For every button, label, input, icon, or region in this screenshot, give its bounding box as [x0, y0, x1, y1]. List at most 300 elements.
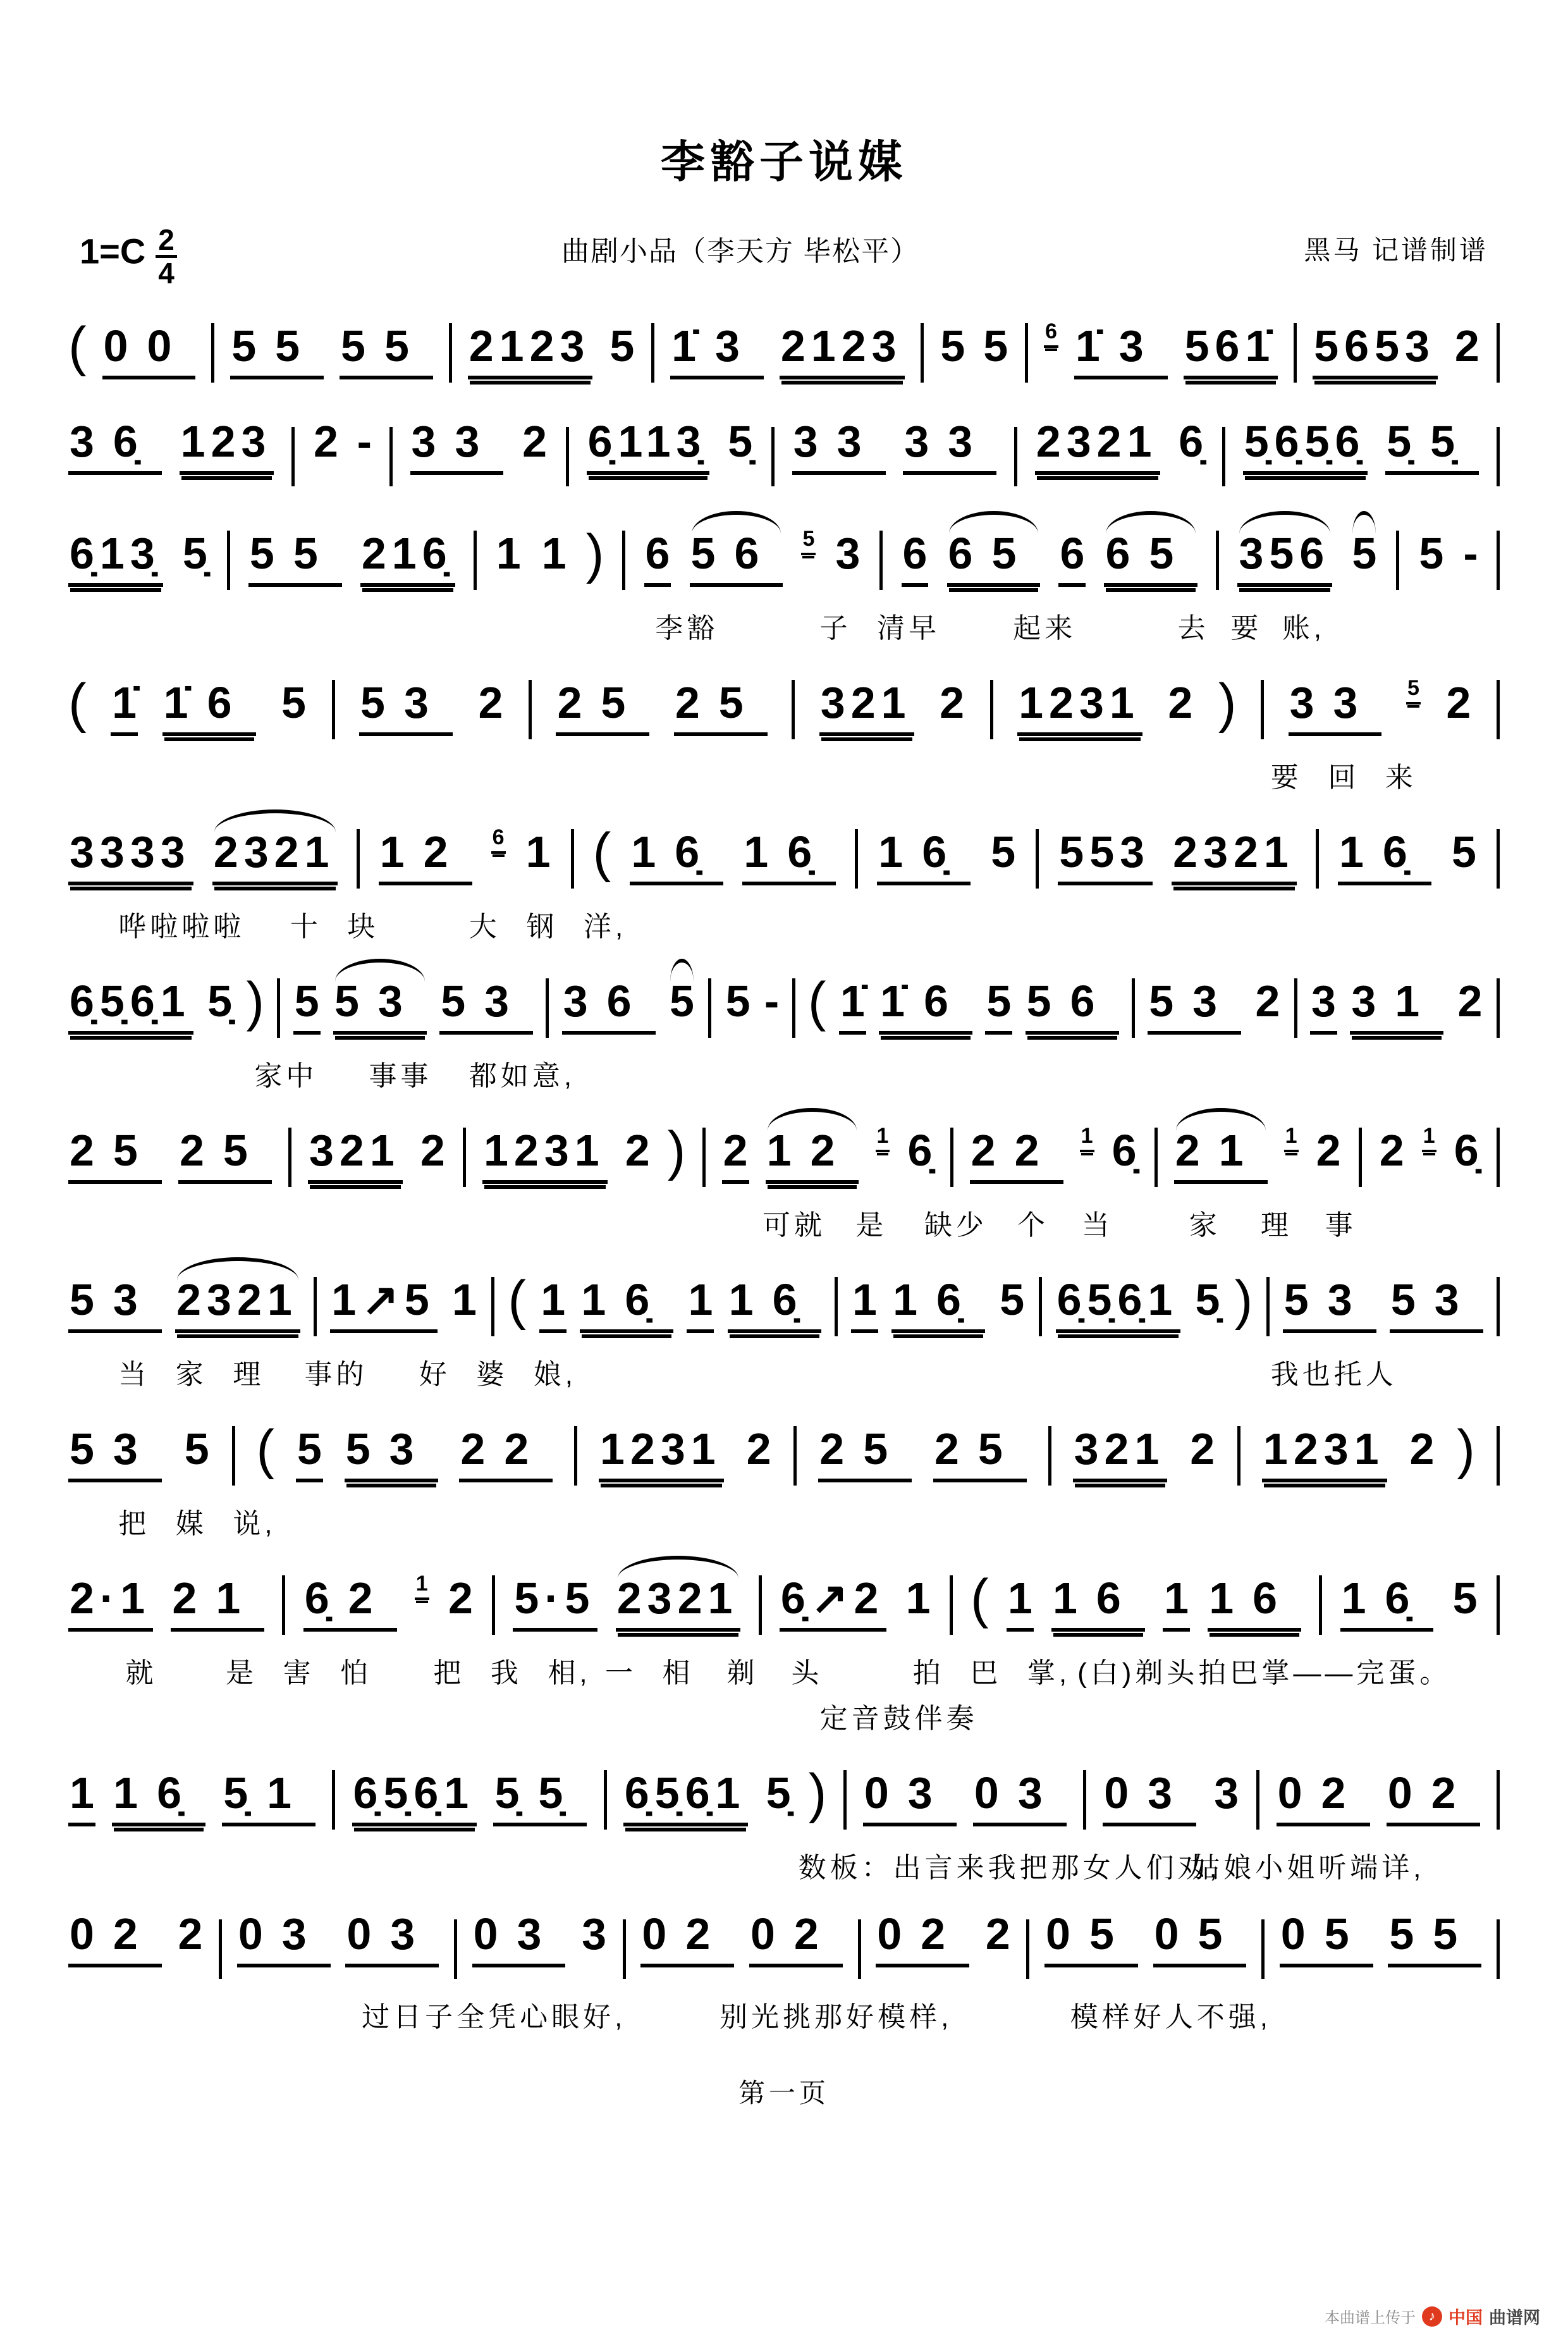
lyric-segment: 李豁 [655, 612, 719, 644]
music-line [68, 1419, 1500, 1493]
note-token: 6̣ [1179, 416, 1204, 466]
note-token: 16̣ [742, 830, 836, 885]
grace-note: 5 [1406, 677, 1421, 705]
note-token: 1 [687, 1277, 714, 1333]
barline [858, 1919, 861, 1979]
barline [702, 1128, 706, 1187]
note-token: 6̣2 [303, 1576, 397, 1632]
note-token: 356 [1237, 531, 1332, 587]
note-token: 1 [496, 528, 521, 578]
note-token: 6̣5̣6̣1 [1056, 1277, 1181, 1333]
dash-note: - [1463, 528, 1478, 578]
lyric-segment: 清早 [877, 612, 941, 644]
note-token: 2 [478, 677, 503, 727]
lyric-segment: 家中 [254, 1060, 318, 1092]
note-token: 5 [1000, 1274, 1025, 1324]
lyric-line [68, 1202, 1500, 1240]
grace-note: 1 [415, 1573, 429, 1600]
barline [990, 680, 993, 739]
note-token: 1̇6 [879, 979, 972, 1035]
note-token: 6̣5̣6̣1 [623, 1771, 749, 1826]
note-token: 2 [1190, 1424, 1215, 1474]
music-system [68, 822, 1500, 942]
lyric-segment: 去 [1177, 612, 1210, 644]
barline [1048, 1426, 1051, 1486]
note-token: 55 [248, 531, 342, 587]
barline [622, 531, 625, 590]
note-token: 321 [1073, 1427, 1168, 1482]
barline [793, 1426, 797, 1486]
close-paren: ) [1457, 1419, 1475, 1480]
barline [1497, 1770, 1500, 1830]
transcriber-credit: 黑马 记谱制谱 [1304, 235, 1488, 265]
barline [1497, 1128, 1500, 1187]
note-token: 2123 [468, 324, 593, 379]
lyric-segment: 媒 [175, 1508, 207, 1539]
note-token: 2 [1168, 677, 1193, 727]
note-token: 6 [902, 531, 929, 587]
barline [288, 1128, 291, 1187]
lyric-segment: 块 [347, 911, 379, 942]
barline [1497, 1575, 1500, 1635]
barline [950, 1575, 953, 1635]
note-token: 6̣5̣6̣1 [68, 979, 193, 1035]
barline [1025, 323, 1028, 383]
note-token: 53 [1390, 1277, 1483, 1333]
music-system [68, 971, 1500, 1091]
note-token: 02 [640, 1912, 734, 1967]
note-token: 1 [541, 528, 567, 578]
site-name-rest: 曲谱网 [1489, 2308, 1540, 2327]
note-token: 16̣ [580, 1277, 673, 1333]
note-token: 3333 [68, 830, 193, 885]
lyric-segment: 理 [233, 1358, 265, 1390]
lyric-line [68, 1501, 1500, 1539]
note-token: 03 [237, 1912, 331, 1967]
meter-numerator: 2 [156, 225, 177, 258]
lyric-segment: 把 [433, 1657, 465, 1689]
barline [529, 680, 532, 739]
lyric-segment: 要 [1270, 761, 1302, 793]
note-token: 6̣↗2 [780, 1576, 887, 1632]
barline [835, 1277, 838, 1336]
note-token: 2 [420, 1125, 445, 1175]
note-token: 16 [1051, 1576, 1145, 1632]
open-paren: ( [970, 1568, 989, 1629]
note-token: 1 [525, 827, 551, 877]
key-signature [80, 222, 177, 290]
note-token: 2 [1454, 321, 1479, 371]
note-token: 2321 [1172, 830, 1297, 885]
note-token: 03 [472, 1912, 566, 1967]
note-token: 2321 [212, 830, 338, 885]
note-token: 16̣ [1338, 830, 1431, 885]
barline [546, 978, 549, 1038]
barline [1222, 427, 1225, 486]
note-token: 5 [1351, 531, 1378, 583]
note-token: 2 [746, 1424, 771, 1474]
note-token: 33 [903, 419, 996, 475]
note-token: 36 [562, 979, 656, 1035]
barline [950, 1128, 953, 1187]
note-token: 1 [1007, 1576, 1034, 1632]
grace-note: 6 [1044, 321, 1058, 348]
barline [1396, 531, 1399, 590]
barline [1155, 1128, 1158, 1187]
lyric-segment: 家 [1189, 1209, 1221, 1241]
lyric-line [68, 1845, 1500, 1883]
music-line [68, 523, 1500, 598]
music-line [68, 1763, 1500, 1837]
lyric-segment: 可就 [763, 1209, 826, 1241]
barline [492, 1575, 495, 1635]
lyric-segment: 缺少 [924, 1209, 988, 1241]
barline [574, 1426, 577, 1486]
note-token: 55 [1388, 1912, 1481, 1967]
note-token: 2 [1446, 677, 1471, 727]
note-token: 16̣ [1340, 1576, 1434, 1632]
lyric-segment: 当 [1081, 1209, 1113, 1241]
note-token: 5 [293, 979, 321, 1035]
lyric-segment: 怕 [340, 1657, 372, 1689]
note-token: 22 [459, 1427, 553, 1482]
music-line [68, 971, 1500, 1045]
watermark-bar [1325, 2304, 1540, 2329]
barline [1216, 531, 1219, 590]
note-token: 216̣ [360, 531, 455, 587]
note-token: 02 [1277, 1771, 1370, 1826]
lyric-segment: 回 [1328, 761, 1360, 793]
meter-denominator: 4 [158, 257, 175, 290]
barline [332, 1770, 335, 1830]
note-token: 2 [1379, 1125, 1404, 1175]
note-token: 2321 [616, 1576, 741, 1632]
barline [1261, 680, 1264, 739]
note-token: 53 [359, 680, 453, 736]
lyric-segment: 剃 [726, 1657, 759, 1689]
barline [227, 531, 230, 590]
note-token: 5̣ [766, 1768, 791, 1818]
page-title: 李豁子说媒 [661, 137, 907, 187]
note-token: 5̣6̣5̣6̣ [1243, 419, 1368, 475]
music-line [68, 672, 1500, 747]
lyric-segment: 娘, [533, 1358, 577, 1390]
lyric-segment: (白)剃头拍巴掌——完蛋。 [1077, 1657, 1452, 1689]
grace-note: 1 [1422, 1125, 1436, 1152]
note-token: 5 [985, 979, 1012, 1035]
note-token: 16̣ [891, 1277, 985, 1333]
note-token: 02 [749, 1912, 843, 1967]
lyric-segment: 事事 [369, 1060, 432, 1092]
note-token: 1̇3 [670, 324, 764, 379]
barline [1237, 1426, 1240, 1486]
barline [1039, 1277, 1042, 1336]
note-token: 53 [439, 979, 533, 1035]
note-token: 3 [1310, 979, 1337, 1035]
note-token: 03 [345, 1912, 439, 1967]
barline [454, 1919, 457, 1979]
note-token: 12 [766, 1128, 859, 1184]
music-systems [68, 316, 1500, 2032]
lyric-segment: 相 [662, 1657, 694, 1689]
barline [449, 323, 452, 383]
lyric-line [68, 1650, 1500, 1688]
barline [1132, 978, 1135, 1038]
note-token: 2 [448, 1573, 473, 1623]
note-token: 16 [1208, 1576, 1301, 1632]
lyric-segment: 家 [175, 1358, 207, 1390]
lyric-segment: 一 [605, 1657, 637, 1689]
barline [1497, 323, 1500, 383]
note-token: 16̣ [877, 830, 971, 885]
note-token: 1̇3 [1074, 324, 1168, 379]
barline [1497, 1919, 1500, 1979]
lyric-segment: 钢 [526, 911, 558, 942]
note-token: 1231 [1262, 1427, 1387, 1482]
note-token: 1231 [482, 1128, 608, 1184]
lyric-line [68, 1351, 1500, 1389]
note-token: 1 [905, 1573, 931, 1623]
open-paren: ( [256, 1419, 275, 1480]
barline [1319, 1575, 1322, 1635]
note-token: 5 [184, 1424, 209, 1474]
close-paren: ) [585, 523, 604, 584]
lyric-segment: 事的 [304, 1358, 368, 1390]
barline [332, 680, 335, 739]
barline [1266, 1277, 1270, 1336]
lyric-segment: 数板：出言来我把那女人们劝, [798, 1852, 1221, 1883]
note-token: 16̣ [728, 1277, 821, 1333]
note-token: 1̇6 [162, 680, 256, 736]
barline [1256, 1770, 1259, 1830]
page-number: 第一页 [738, 2077, 830, 2108]
lyric-segment: 大 [469, 911, 501, 942]
lyric-segment: 来 [1385, 761, 1417, 793]
note-token: 321 [308, 1128, 403, 1184]
lyric-segment: 哗啦啦啦 [118, 911, 245, 942]
note-token: 3 [582, 1909, 607, 1959]
barline [1316, 829, 1319, 889]
music-system [68, 672, 1500, 792]
note-token: 5 [991, 827, 1016, 877]
barline [792, 680, 795, 739]
lyric-segment: 就 [125, 1657, 157, 1689]
barline [1359, 1128, 1362, 1187]
barline [1497, 680, 1500, 739]
music-system [68, 1568, 1500, 1733]
barline [314, 1277, 317, 1336]
note-token: 33 [792, 419, 886, 475]
barline [1497, 427, 1500, 486]
note-token: 25 [818, 1427, 912, 1482]
open-paren: ( [592, 822, 611, 883]
lyric-segment: 当 [118, 1358, 150, 1390]
grace-note: 1 [876, 1125, 890, 1152]
note-token: 53 [333, 979, 427, 1035]
site-logo-icon: ♪ [1422, 2306, 1442, 2327]
barline [219, 1919, 222, 1979]
barline [921, 323, 924, 383]
note-token: 2123 [780, 324, 905, 379]
close-paren: ) [1218, 672, 1237, 734]
note-token: 02 [1387, 1771, 1480, 1826]
note-token: 2 [178, 1909, 203, 1959]
barline [759, 1575, 762, 1635]
note-token: 5̣5̣ [493, 1771, 587, 1826]
lyric-segment: 个 [1017, 1209, 1050, 1241]
barline [1026, 1919, 1029, 1979]
barline [651, 323, 654, 383]
barline [1294, 978, 1297, 1038]
note-token: 2·1 [68, 1576, 153, 1632]
note-token: 2 [1409, 1424, 1435, 1474]
grace-note: 1 [1080, 1125, 1094, 1152]
note-token: 5·5 [513, 1576, 597, 1632]
music-system [68, 416, 1500, 494]
lyric-segment: 要 [1230, 612, 1263, 644]
music-line [68, 822, 1500, 896]
note-token: 2321 [175, 1277, 300, 1333]
note-token: 02 [68, 1912, 162, 1967]
lyric-segment: 我 [490, 1657, 522, 1689]
open-paren: ( [68, 672, 87, 734]
note-token: 553 [1058, 830, 1153, 885]
barline [211, 323, 214, 383]
lyric-segment: 我也托人 [1270, 1358, 1397, 1390]
note-token: 56 [1026, 979, 1119, 1035]
note-token: 53 [1283, 1277, 1376, 1333]
lyric-line [68, 754, 1500, 792]
note-token: 25 [933, 1427, 1027, 1482]
lyric-segment: 事 [1325, 1209, 1357, 1241]
grace-note: 1 [1284, 1125, 1299, 1152]
lyric-segment: 害 [283, 1657, 315, 1689]
score-header [68, 222, 1500, 290]
open-paren: ( [68, 316, 87, 377]
note-token: 5653 [1313, 324, 1438, 379]
lyric-segment: 定音鼓伴奏 [819, 1702, 978, 1734]
barline [1497, 1277, 1500, 1336]
note-token: 65 [947, 531, 1041, 587]
music-system [68, 1419, 1500, 1539]
note-token: 6̣ [1112, 1125, 1137, 1175]
barline [571, 829, 574, 889]
lyric-segment: 过日子全凭心眼好, [362, 2001, 627, 2033]
note-token: 2 [1316, 1125, 1341, 1175]
barline [566, 427, 569, 486]
note-token: 05 [1280, 1912, 1373, 1967]
note-token: 2 [722, 1128, 749, 1184]
note-token: 55 [340, 324, 433, 379]
note-token: 05 [1153, 1912, 1247, 1967]
barline [1497, 829, 1500, 889]
note-token: 5̣5̣ [1385, 419, 1479, 475]
lyric-line [68, 605, 1500, 643]
note-token: 2321 [1035, 419, 1160, 475]
note-token: 6 [1058, 531, 1086, 587]
barline [604, 1770, 607, 1830]
music-line [68, 1568, 1500, 1642]
lyric-segment: 洋, [584, 911, 627, 942]
note-token: 03 [973, 1771, 1067, 1826]
lyric-line [68, 1994, 1500, 2032]
note-token: 1 [68, 1771, 95, 1826]
barline [1261, 1919, 1265, 1979]
note-token: 31 [1350, 979, 1443, 1035]
note-token: 56 [690, 531, 783, 587]
score-sheet [0, 126, 1568, 2110]
note-token: 2 [1457, 976, 1483, 1026]
note-token: 1231 [599, 1427, 724, 1482]
barline [491, 1277, 494, 1336]
note-token: 5̣1 [222, 1771, 315, 1826]
music-system [68, 1120, 1500, 1240]
lyric-segment: 账, [1282, 612, 1326, 644]
barline [474, 531, 477, 590]
note-token: 25 [68, 1128, 162, 1184]
note-token: 6̣ [907, 1125, 933, 1175]
close-paren: ) [1234, 1269, 1253, 1331]
note-token: 36̣ [68, 419, 162, 475]
note-token: 2 [522, 416, 548, 466]
note-token: 123 [180, 419, 274, 475]
note-token: 53 [1148, 979, 1241, 1035]
music-system [68, 1909, 1500, 2033]
barline [1497, 978, 1500, 1038]
lyric-segment: 十 [290, 911, 322, 942]
note-token: 2 [940, 677, 965, 727]
note-token: 21 [171, 1576, 264, 1632]
note-token: 1̇ [111, 680, 138, 736]
lyric-segment: 模样好人不强, [1070, 2001, 1272, 2033]
lyric-segment: 婆 [476, 1358, 508, 1390]
music-line [68, 1269, 1500, 1344]
grace-note: 5 [801, 528, 816, 555]
barline [623, 1919, 626, 1979]
note-token: 2 [1255, 976, 1280, 1026]
barline [771, 427, 775, 486]
close-paren: ) [808, 1763, 827, 1824]
note-token: 25 [556, 680, 649, 736]
note-token: 2 [313, 416, 338, 466]
note-token: 53 [68, 1277, 162, 1333]
barline [855, 829, 858, 889]
barline [1083, 1770, 1086, 1830]
note-token: 2 [625, 1125, 650, 1175]
grace-note: 6 [491, 827, 506, 854]
music-system [68, 1763, 1500, 1883]
dash-note: - [357, 416, 372, 466]
barline [1014, 427, 1017, 486]
note-token: 16̣ [630, 830, 723, 885]
note-token: 6̣5̣6̣1 [352, 1771, 477, 1826]
barline [463, 1128, 466, 1187]
barline [1497, 1426, 1500, 1486]
note-token: 5̣ [1195, 1274, 1220, 1324]
music-line [68, 1909, 1500, 1986]
barline [792, 978, 795, 1038]
open-paren: ( [508, 1269, 527, 1331]
note-token: 1 [452, 1274, 477, 1324]
note-token: 03 [1103, 1771, 1196, 1826]
note-token: 6̣ [1454, 1125, 1479, 1175]
lyric-segment: 头 [791, 1657, 823, 1689]
note-token: 5 [940, 321, 965, 371]
lyric-segment: 都如意, [469, 1060, 576, 1092]
note-token: 5 [296, 1427, 323, 1482]
upload-note: 本曲谱上传于 [1325, 2310, 1416, 2327]
barline [282, 1575, 285, 1635]
